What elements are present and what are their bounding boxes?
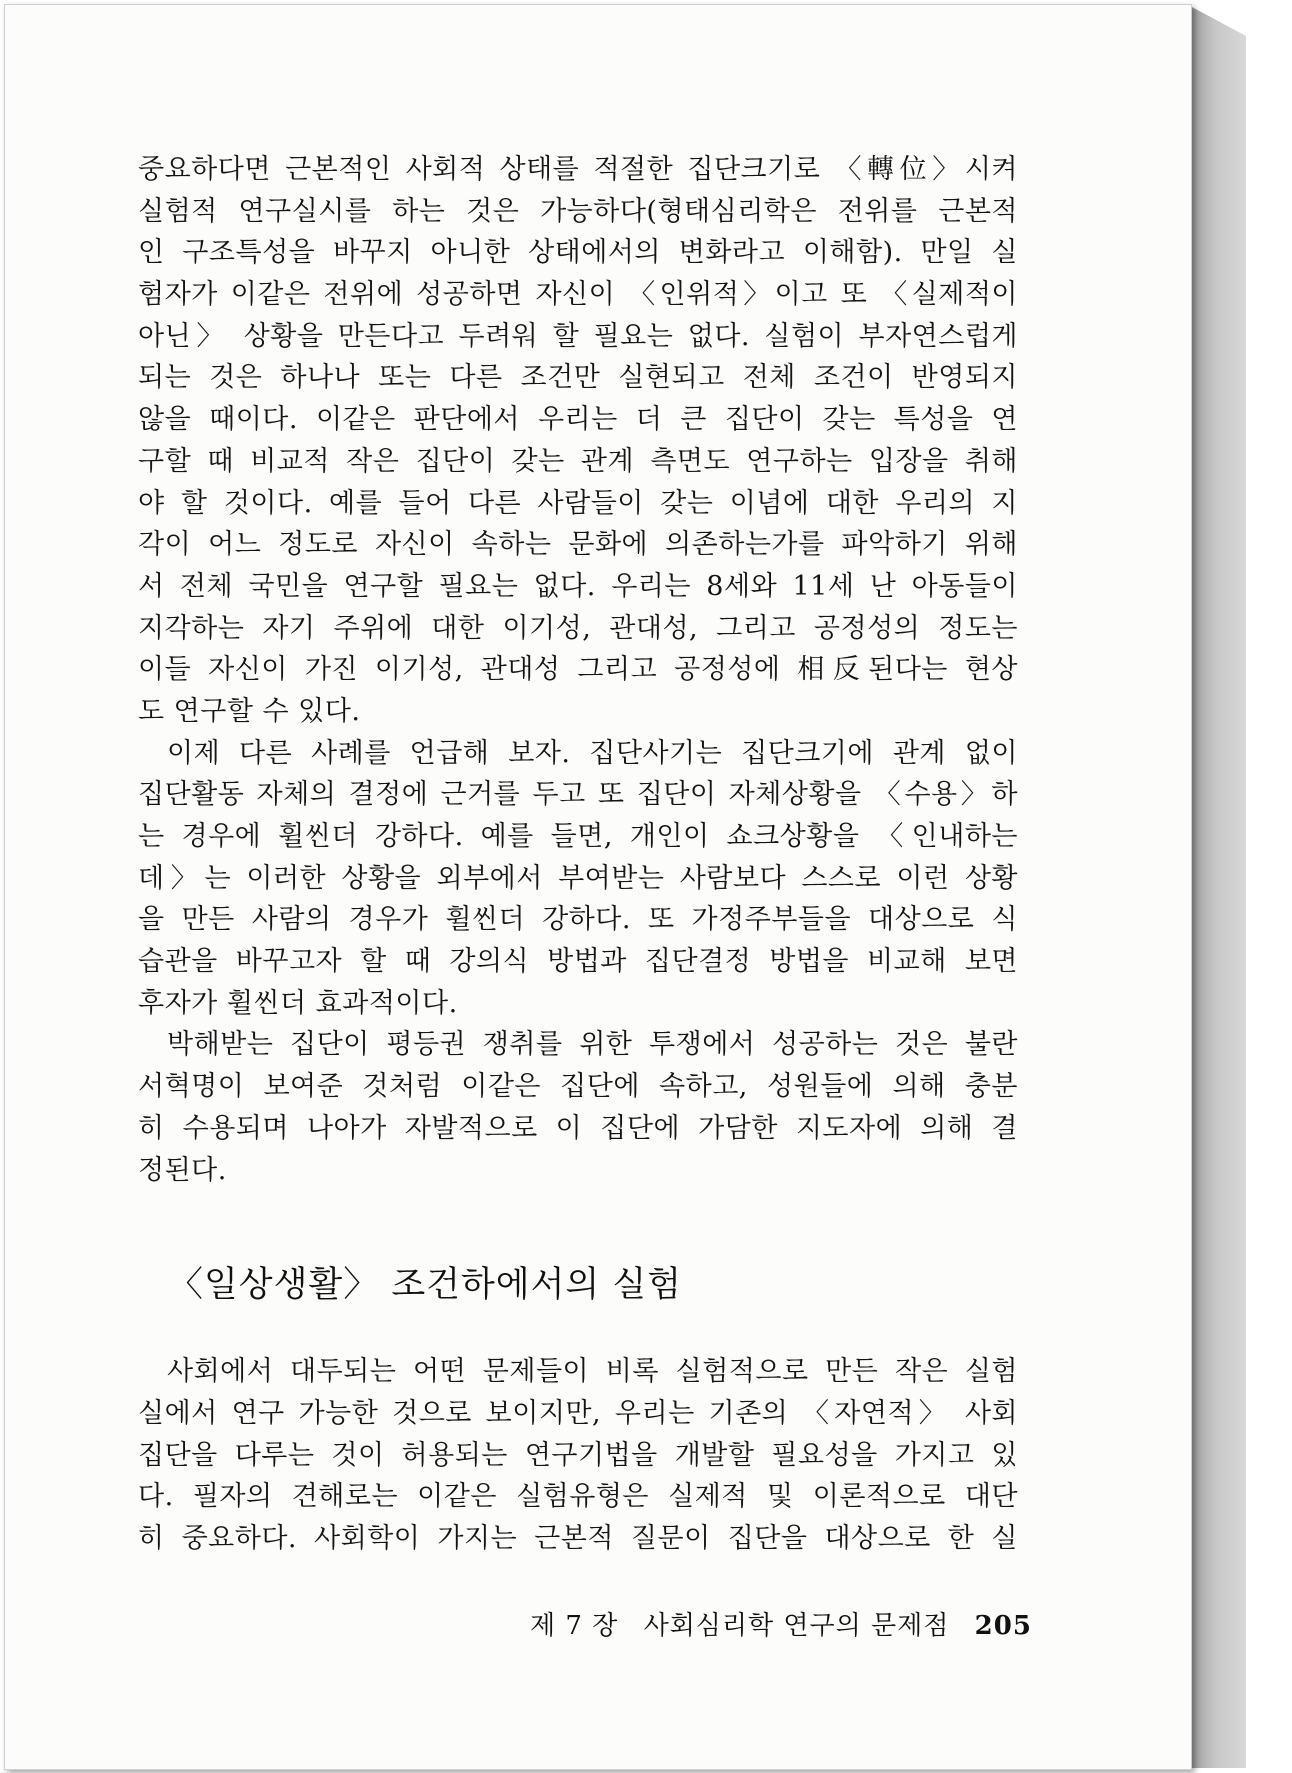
text-line: 서 전체 국민을 연구할 필요는 없다. 우리는 8세와 11세 난 아동들이 [138, 570, 1018, 602]
book-page-edge [1190, 6, 1246, 1768]
text-line: 아닌〉 상황을 만든다고 두려워 할 필요는 없다. 실험이 부자연스럽게 [138, 320, 1018, 352]
text-line: 도 연구할 수 있다. [138, 695, 361, 727]
text-line: 을 만든 사람의 경우가 휠씬더 강하다. 또 가정주부들을 대상으로 식 [138, 904, 1018, 936]
text-line: 않을 때이다. 이같은 판단에서 우리는 더 큰 집단이 갖는 특성을 연 [138, 404, 1018, 436]
text-line: 박해받는 집단이 평등권 쟁취를 위한 투쟁에서 성공하는 것은 불란 [167, 1029, 1018, 1061]
text-line: 후자가 휠씬더 효과적이다. [138, 987, 458, 1019]
text-line: 각이 어느 정도로 자신이 속하는 문화에 의존하는가를 파악하기 위해 [138, 529, 1018, 561]
paragraph-4 [138, 1351, 1018, 1559]
text-line: 집단활동 자체의 결정에 근거를 두고 또 집단이 자체상황을 〈수용〉하 [138, 779, 1018, 811]
text-line: 인 구조특성을 바꾸지 아니한 상태에서의 변화라고 이해함). 만일 실 [138, 237, 1018, 269]
text-line: 이들 자신이 가진 이기성, 관대성 그리고 공정성에 相反된다는 현상 [138, 654, 1018, 686]
book-page [4, 4, 1192, 1770]
page-number: 205 [974, 1611, 1032, 1641]
chapter-title: 사회심리학 연구의 문제점 [643, 1611, 950, 1641]
text-line: 사회에서 대두되는 어떤 문제들이 비록 실험적으로 만든 작은 실험 [167, 1356, 1018, 1388]
text-line: 지각하는 자기 주위에 대한 이기성, 관대성, 그리고 공정성의 정도는 [138, 612, 1018, 644]
text-line: 집단을 다루는 것이 허용되는 연구기법을 개발할 필요성을 가지고 있 [138, 1439, 1018, 1471]
text-line: 정된다. [138, 1154, 227, 1186]
running-footer [530, 1605, 1032, 1642]
paragraph-3 [138, 1024, 1018, 1191]
text-line: 다. 필자의 견해로는 이같은 실험유형은 실제적 및 이론적으로 대단 [138, 1481, 1018, 1513]
text-line: 중요하다면 근본적인 사회적 상태를 적절한 집단크기로 〈轉位〉시켜 [138, 154, 1018, 185]
text-line: 되는 것은 하나나 또는 다른 조건만 실현되고 전체 조건이 반영되지 [138, 362, 1018, 394]
text-line: 구할 때 비교적 작은 집단이 갖는 관계 측면도 연구하는 입장을 취해 [138, 445, 1018, 477]
text-line: 히 중요하다. 사회학이 가지는 근본적 질문이 집단을 대상으로 한 실 [138, 1522, 1018, 1554]
page-body [138, 149, 1018, 1560]
paragraph-2 [138, 733, 1018, 1025]
paragraph-1 [138, 149, 1018, 733]
text-line: 히 수용되며 나아가 자발적으로 이 집단에 가담한 지도자에 의해 결 [138, 1112, 1018, 1144]
text-line: 험자가 이같은 전위에 성공하면 자신이 〈인위적〉이고 또 〈실제적이 [138, 279, 1018, 311]
text-line: 는 경우에 휠씬더 강하다. 예를 들면, 개인이 쇼크상황을 〈인내하는 [138, 821, 1018, 852]
text-line: 야 할 것이다. 예를 들어 다른 사람들이 갖는 이념에 대한 우리의 지 [138, 487, 1018, 519]
text-line: 이제 다른 사례를 언급해 보자. 집단사기는 집단크기에 관계 없이 [167, 737, 1018, 769]
text-line: 데〉는 이러한 상황을 외부에서 부여받는 사람보다 스스로 이런 상황 [138, 862, 1018, 894]
text-line: 습관을 바꾸고자 할 때 강의식 방법과 집단결정 방법을 비교해 보면 [138, 946, 1018, 978]
section-heading: 〈일상생활〉 조건하에서의 실험 [168, 1265, 682, 1306]
text-line: 실에서 연구 가능한 것으로 보이지만, 우리는 기존의 〈자연적〉 사회 [138, 1397, 1018, 1429]
text-line: 서혁명이 보여준 것처럼 이같은 집단에 속하고, 성원들에 의해 충분 [138, 1071, 1018, 1103]
text-line: 실험적 연구실시를 하는 것은 가능하다(형태심리학은 전위를 근본적 [138, 195, 1018, 227]
chapter-label: 제 7 장 [530, 1611, 619, 1641]
